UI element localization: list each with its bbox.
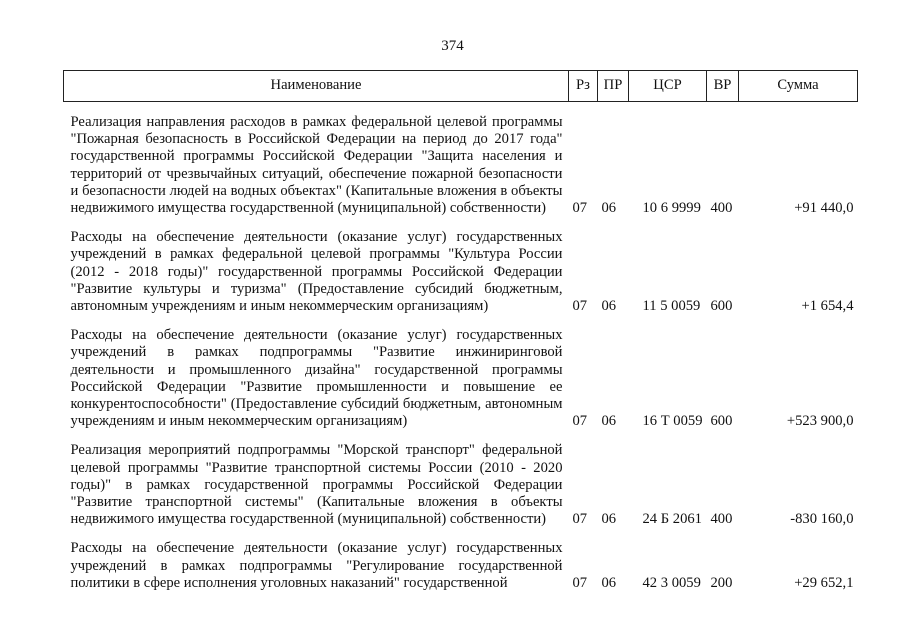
- row-sum: +91 440,0: [794, 200, 854, 217]
- row-vr: 200: [710, 574, 733, 591]
- row-rz: 07: [572, 574, 588, 591]
- row-pr: 06: [601, 574, 617, 591]
- table-header: [64, 71, 858, 102]
- row-csr: 42 3 0059: [642, 574, 701, 591]
- header-pr: ПР: [598, 71, 629, 102]
- row-rz: 07: [572, 200, 588, 217]
- row-sum: +1 654,4: [801, 298, 854, 315]
- row-vr: 400: [710, 511, 733, 528]
- row-rz: 07: [572, 413, 588, 430]
- row-csr: 16 Т 0059: [642, 413, 703, 430]
- row-name: Реализация направления расходов в рамках федеральной целевой программы "Пожарная безопасность в Российской Федерации на период до 2017 года" государственной программы Российской Федерации "Защита населения и территорий от чрезвычайных ситуаций, обеспечение пожарной безопасности и безопасности людей на водных объектах" (Капитальные вложения в объекты недвижимого имущества государственной (муниципальной) собственности): [70, 114, 563, 217]
- row-vr: 600: [710, 298, 733, 315]
- row-name: Расходы на обеспечение деятельности (оказание услуг) государственных учреждений в рамках подпрограммы "Регулирование государственной политики в сфере исполнения уголовных наказаний" государственной: [70, 540, 563, 591]
- header-sum: Сумма: [739, 71, 858, 102]
- row-vr: 600: [710, 413, 733, 430]
- table-body: [64, 102, 858, 593]
- table-row: [64, 440, 858, 528]
- header-rz: Рз: [569, 71, 598, 102]
- page-number: 374: [441, 38, 464, 54]
- row-csr: 10 6 9999: [642, 200, 701, 217]
- header-vr: ВР: [707, 71, 739, 102]
- row-sum: +523 900,0: [786, 413, 854, 430]
- row-sum: -830 160,0: [790, 511, 854, 528]
- table-row: [64, 325, 858, 430]
- row-rz: 07: [572, 511, 588, 528]
- row-pr: 06: [601, 511, 617, 528]
- table-row: [64, 112, 858, 217]
- row-sum: +29 652,1: [794, 574, 854, 591]
- budget-table: [63, 70, 858, 592]
- table-row: [64, 227, 858, 315]
- row-pr: 06: [601, 413, 617, 430]
- row-vr: 400: [710, 200, 733, 217]
- row-pr: 06: [601, 200, 617, 217]
- row-csr: 11 5 0059: [642, 298, 701, 315]
- row-name: Расходы на обеспечение деятельности (оказание услуг) государственных учреждений в рамках подпрограммы "Развитие инжиниринговой деятельности и промышленного дизайна" государственной программы Российской Федерации "Развитие промышленности и повышение ее конкурентоспособности" (Предоставление субсидий бюджетным, автономным учреждениям и иным некоммерческим организациям): [70, 327, 563, 430]
- table-row: [64, 538, 858, 592]
- row-name: Реализация мероприятий подпрограммы "Морской транспорт" федеральной целевой программы "Развитие транспортной системы России (2010 - 2020 годы)" в рамках государственной программы Российской Федерации "Развитие транспортной системы" (Капитальные вложения в объекты недвижимого имущества государственной (муниципальной) собственности): [70, 442, 563, 528]
- row-pr: 06: [601, 298, 617, 315]
- row-name: Расходы на обеспечение деятельности (оказание услуг) государственных учреждений в рамках федеральной целевой программы "Культура России (2012 - 2018 годы)" государственной программы Российской Федерации "Развитие культуры и туризма" (Предоставление субсидий бюджетным, автономным учреждениям и иным некоммерческим организациям): [70, 229, 563, 315]
- header-csr: ЦСР: [629, 71, 707, 102]
- row-rz: 07: [572, 298, 588, 315]
- row-csr: 24 Б 2061: [642, 511, 702, 528]
- header-name: Наименование: [64, 71, 569, 102]
